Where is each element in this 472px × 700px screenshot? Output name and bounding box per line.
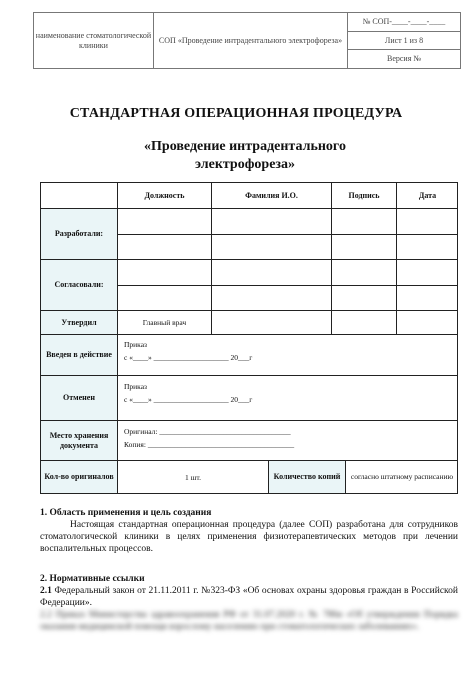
table-cell: [397, 260, 458, 286]
copies-value: 1 шт.: [118, 461, 269, 493]
col-header-position: Должность: [118, 183, 212, 209]
section-2: [40, 573, 458, 633]
copies-count-value: согласно штатному расписанию: [350, 472, 454, 481]
clinic-name: наименование стоматологической клиники: [34, 13, 154, 68]
table-cell: [212, 311, 332, 335]
document-header: [33, 12, 461, 69]
copies-count-label: Количество копий: [269, 461, 346, 493]
table-cell: [332, 260, 397, 286]
sheet-number: Лист 1 из 8: [348, 32, 460, 51]
table-cell: [332, 209, 397, 235]
row-label-cancelled: Отменен: [41, 376, 118, 421]
storage-cell: [118, 421, 458, 461]
row-label-agreed: Согласовали:: [41, 260, 118, 311]
table-corner-cell: [41, 183, 118, 209]
sop-title-header: СОП «Проведение интрадентального электрофореза»: [154, 13, 348, 68]
table-cell: [118, 286, 212, 311]
section-2-item-1: 2.1 Федеральный закон от 21.11.2011 г. №323-ФЗ «Об основах охраны здоровья граждан в Российской Федерации».: [40, 586, 459, 608]
col-header-date: Дата: [397, 183, 458, 209]
table-cell: [397, 286, 458, 311]
col-header-name: Фамилия И.О.: [212, 183, 332, 209]
blurred-text: 2.2 Приказ Министерства здравоохранения РФ от 31.07.2020 г. № 786н «Об утверждении Порядка оказания медицинской помощи взрослому населению при стоматологических заболеваниях».: [40, 610, 458, 632]
storage-copy: Копия: _______________________________________: [124, 440, 295, 449]
introduced-order-label: Приказ: [124, 340, 148, 349]
cancelled-order-cell: [118, 376, 458, 421]
table-cell: [212, 235, 332, 260]
section-2-heading: 2. Нормативные ссылки: [40, 574, 145, 584]
row-label-approved: Утвердил: [41, 311, 118, 335]
table-cell: [118, 209, 212, 235]
table-cell: [332, 311, 397, 335]
cancelled-order-date: с «____» ____________________ 20___г: [124, 395, 253, 404]
table-cell: [332, 235, 397, 260]
approved-position: Главный врач: [118, 311, 212, 335]
section-1: [40, 507, 458, 555]
version-number: Версия №: [386, 54, 422, 64]
table-cell: [118, 235, 212, 260]
storage-original: Оригинал: ___________________________________: [124, 427, 291, 436]
row-label-storage: Место хранения документа: [41, 421, 118, 461]
row-label-copies: Кол-во оригиналов: [41, 461, 118, 493]
col-header-signature: Подпись: [332, 183, 397, 209]
row-label-developed: Разработали:: [41, 209, 118, 260]
cancelled-order-label: Приказ: [124, 382, 148, 391]
table-cell: [212, 260, 332, 286]
sop-number: № СОП-____-____-____: [348, 13, 460, 32]
table-cell: [212, 209, 332, 235]
table-cell: [332, 286, 397, 311]
approval-table: [40, 182, 458, 494]
table-cell: [397, 209, 458, 235]
table-cell: [118, 260, 212, 286]
table-cell: [397, 311, 458, 335]
header-meta: [348, 13, 460, 68]
document-subtitle: «Проведение интрадентального электрофореза»: [144, 139, 346, 172]
section-1-text: Настоящая стандартная операционная процедура (далее СОП) разработана для сотрудников стоматологической клиники в целях применения физиотерапевтических методов при лечении воспалительных процессов.: [40, 520, 458, 554]
document-title: СТАНДАРТНАЯ ОПЕРАЦИОННАЯ ПРОЦЕДУРА: [69, 106, 403, 121]
introduced-order-cell: [118, 335, 458, 376]
introduced-order-date: с «____» ____________________ 20___г: [124, 353, 253, 362]
table-cell: [397, 235, 458, 260]
table-cell: [212, 286, 332, 311]
row-label-introduced: Введен в действие: [41, 335, 118, 376]
section-1-heading: 1. Область применения и цель создания: [40, 508, 212, 518]
